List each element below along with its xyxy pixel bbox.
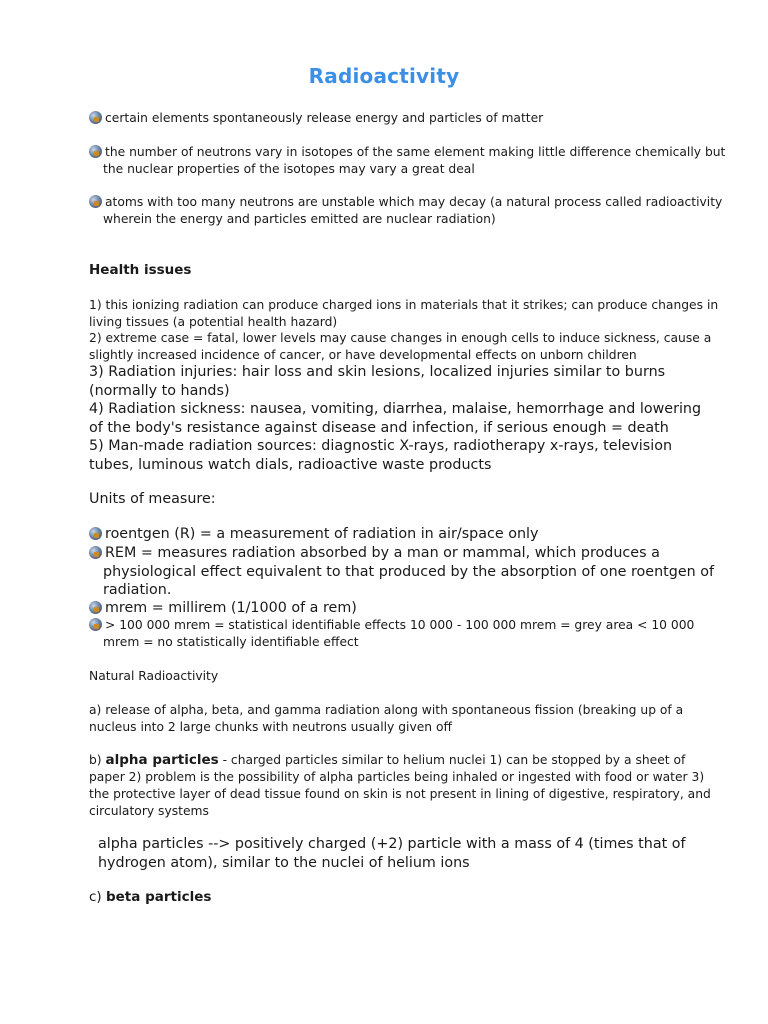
- bullet-icon: [89, 527, 102, 540]
- health-item: 2) extreme case = fatal, lower levels may cause changes in enough cells to induce sickness, cause a slightly increased incidence of cancer, or have developmental effects on unborn children: [89, 331, 712, 362]
- section-heading-health: Health issues: [89, 262, 192, 278]
- bullet-icon: [89, 145, 102, 158]
- unit-item: roentgen (R) = a measurement of radiation in air/space only: [89, 525, 733, 544]
- bullet-icon: [89, 111, 102, 124]
- bullet-item: certain elements spontaneously release energy and particles of matter: [89, 110, 733, 127]
- section-heading-units: Units of measure:: [89, 491, 216, 507]
- health-item: 5) Man-made radiation sources: diagnostic X-rays, radiotherapy x-rays, television tubes, luminous watch dials, radioactive waste products: [89, 438, 673, 473]
- natural-item-c: c) beta particles: [89, 889, 212, 905]
- beta-particles-term: beta particles: [105, 889, 212, 905]
- bullet-item: the number of neutrons vary in isotopes of the same element making little difference chemically but the nuclear properties of the isotopes may vary a great deal: [89, 144, 733, 178]
- bullet-icon: [89, 546, 102, 559]
- health-item: 4) Radiation sickness: nausea, vomiting, diarrhea, malaise, hemorrhage and lowering of the body's resistance against disease and infection, if serious enough = death: [89, 401, 702, 436]
- page-title: Radioactivity: [308, 64, 460, 88]
- health-item: 1) this ionizing radiation can produce charged ions in materials that it strikes; can produce changes in living tissues (a potential health hazard): [89, 298, 719, 329]
- alpha-particles-term: alpha particles: [105, 752, 219, 768]
- alpha-particles-description: alpha particles --> positively charged (+2) particle with a mass of 4 (times that of hydrogen atom), similar to the nuclei of helium ions: [98, 836, 686, 871]
- unit-item: mrem = millirem (1/1000 of a rem): [89, 599, 733, 618]
- section-heading-natural: Natural Radioactivity: [89, 669, 219, 683]
- natural-item-b: b) alpha particles - charged particles similar to helium nuclei 1) can be stopped by a sheet of paper 2) problem is the possibility of alpha particles being inhaled or ingested with food or water 3) the protective layer of dead tissue found on skin is not present in lining of digestive, respiratory, and circulatory systems: [89, 752, 711, 818]
- bullet-icon: [89, 618, 102, 631]
- bullet-icon: [89, 195, 102, 208]
- natural-item-a: a) release of alpha, beta, and gamma radiation along with spontaneous fission (breaking up of a nucleus into 2 large chunks with neutrons usually given off: [89, 703, 684, 734]
- health-item: 3) Radiation injuries: hair loss and skin lesions, localized injuries similar to burns (normally to hands): [89, 364, 666, 399]
- bullet-icon: [89, 601, 102, 614]
- unit-item: REM = measures radiation absorbed by a man or mammal, which produces a physiological effect equivalent to that produced by the absorption of one roentgen of radiation.: [89, 544, 733, 600]
- unit-item: > 100 000 mrem = statistical identifiable effects 10 000 - 100 000 mrem = grey area < 10 000 mrem = no statistically identifiable effect: [89, 617, 733, 651]
- bullet-item: atoms with too many neutrons are unstable which may decay (a natural process called radioactivity wherein the energy and particles emitted are nuclear radiation): [89, 194, 733, 228]
